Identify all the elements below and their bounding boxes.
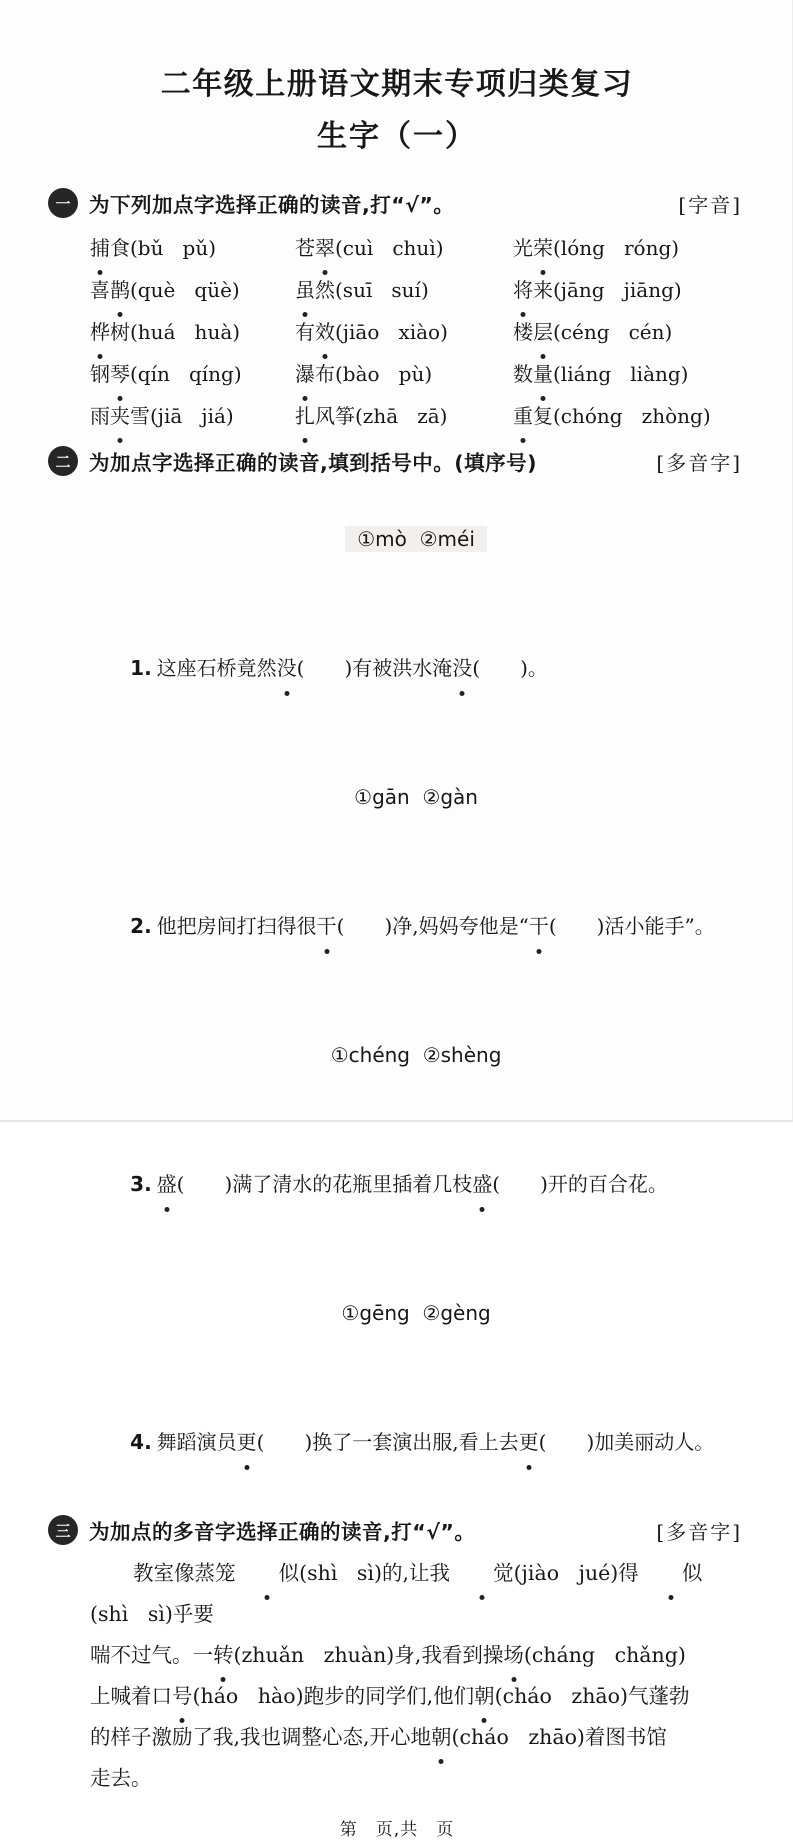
section-3-tag: [多音字] (656, 1519, 742, 1544)
item-text: 舞蹈演员更( )换了一套演出服,看上去更( )加美丽动人。 (157, 1430, 715, 1454)
word-item: 数量(liáng liàng) (513, 353, 746, 395)
page-footer: 第 页,共 页 (339, 1820, 455, 1840)
section-2-tag: [多音字] (656, 450, 742, 475)
pinyin-options-text: ①chéng ②shèng (330, 1043, 502, 1067)
word-item: 苍翠(cuì chuì) (295, 227, 513, 269)
word-item: 有效(jiāo xiào) (295, 311, 513, 353)
passage-line: 教室像蒸笼 似(shì sì)的,让我 觉(jiào jué)得 似(shì sì)乎要 (90, 1553, 732, 1635)
section-1-tag: [字音] (678, 192, 742, 217)
word-item: 喜鹊(què qüè) (90, 269, 295, 311)
pinyin-options-text: ①mò ②méi (345, 526, 487, 552)
word-item: 将来(jāng jiāng) (513, 269, 746, 311)
section-2-heading: 为加点字选择正确的读音,填到括号中。(填序号) (89, 451, 538, 475)
word-item: 钢琴(qín qíng) (90, 353, 295, 395)
pinyin-options-text: ①gēng ②gèng (341, 1301, 491, 1325)
passage-line: 上喊着口号(háo hào)跑步的同学们,他们朝(cháo zhāo)气蓬勃 (90, 1676, 732, 1717)
pinyin-options (48, 1250, 746, 1376)
word-item: 雨夹雪(jiā jiá) (90, 395, 295, 437)
item-text: 这座石桥竟然没( )有被洪水淹没( )。 (157, 656, 548, 680)
word-item: 扎风筝(zhā zā) (295, 395, 513, 437)
section-number-badge: 一 (48, 188, 78, 218)
pinyin-options (48, 734, 746, 860)
passage-line: 喘不过气。一转(zhuǎn zhuàn)身,我看到操场(cháng chǎng) (90, 1635, 732, 1676)
item-number: 4. (130, 1430, 152, 1454)
sentence-item (92, 602, 746, 734)
word-item: 虽然(suī suí) (295, 269, 513, 311)
reading-passage (90, 1553, 732, 1799)
page-title-line1: 二年级上册语文期末专项归类复习 (160, 67, 634, 102)
item-number: 3. (130, 1172, 152, 1196)
section-3-header (48, 1515, 746, 1545)
word-item: 楼层(céng cén) (513, 311, 746, 353)
word-choice-grid (90, 227, 746, 437)
item-text: 盛( )满了清水的花瓶里插着几枝盛( )开的百合花。 (157, 1172, 668, 1196)
word-item: 瀑布(bào pù) (295, 353, 513, 395)
section-1-header (48, 188, 746, 218)
word-item: 重复(chóng zhòng) (513, 395, 746, 437)
item-number: 2. (130, 914, 152, 938)
word-item: 桦树(huá huà) (90, 311, 295, 353)
sentence-item (92, 1376, 746, 1508)
word-item: 光荣(lóng róng) (513, 227, 746, 269)
item-text: 他把房间打扫得很干( )净,妈妈夸他是“干( )活小能手”。 (157, 914, 715, 938)
pinyin-options-text: ①gān ②gàn (354, 785, 478, 809)
page-title-line2: 生字（一） (317, 119, 477, 154)
passage-line: 的样子激励了我,我也调整心态,开心地朝(cháo zhāo)着图书馆 (90, 1717, 732, 1758)
sentence-item (92, 1118, 746, 1250)
section-number-badge: 二 (48, 446, 78, 476)
section-number-badge: 三 (48, 1515, 78, 1545)
section-1-heading: 为下列加点字选择正确的读音,打“√”。 (89, 193, 455, 217)
pinyin-options (48, 476, 746, 602)
pinyin-options (48, 992, 746, 1118)
item-number: 1. (130, 656, 152, 680)
section-3-heading: 为加点的多音字选择正确的读音,打“√”。 (89, 1520, 476, 1544)
word-item: 捕食(bǔ pǔ) (90, 227, 295, 269)
sentence-item (92, 860, 746, 992)
section-2-header (48, 446, 746, 476)
passage-line: 走去。 (90, 1766, 152, 1790)
